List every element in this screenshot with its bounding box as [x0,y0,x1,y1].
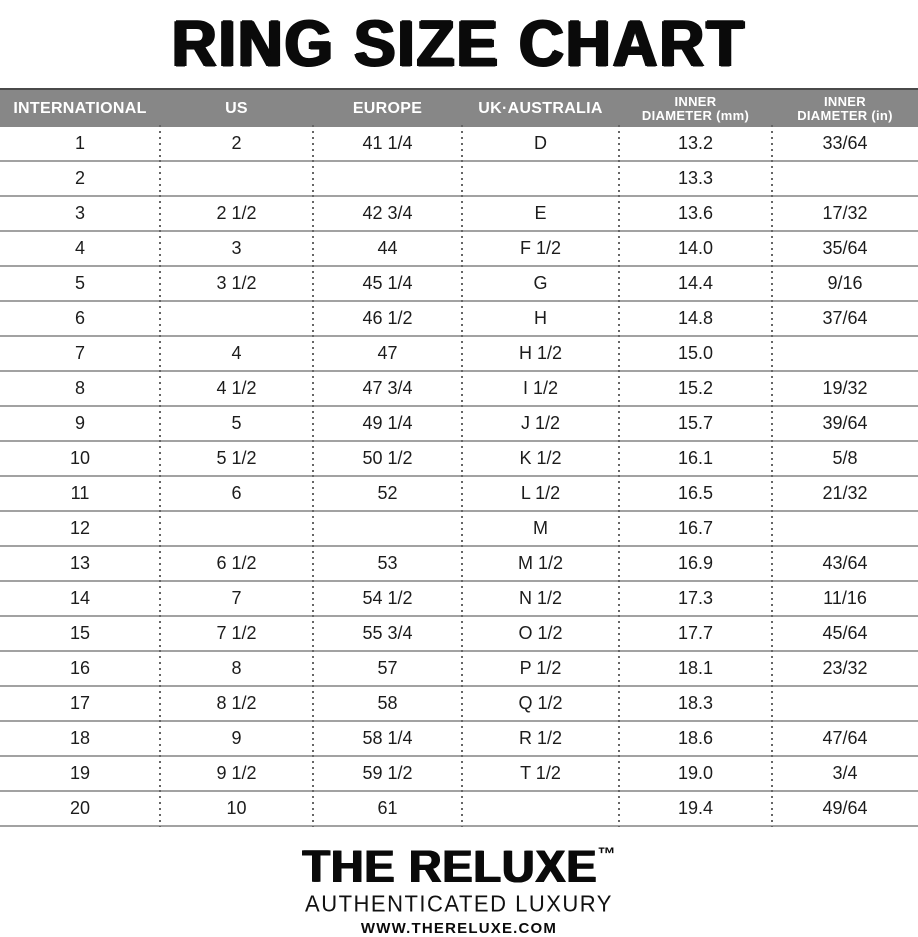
table-cell: 58 1/4 [313,722,462,755]
table-cell: 5/8 [772,442,918,475]
table-cell: 47/64 [772,722,918,755]
table-cell: 18.3 [619,687,772,720]
table-cell: 41 1/4 [313,127,462,160]
table-cell: 14.4 [619,267,772,300]
table-cell: F 1/2 [462,232,619,265]
table-cell: 16 [69,658,91,678]
column-header-line: DIAMETER (mm) [641,107,750,123]
table-cell: 50 1/2 [313,442,462,475]
table-cell: 47 3/4 [313,372,462,405]
table-cell: 45 1/4 [313,267,462,300]
table-row [0,477,918,512]
table-row [0,652,918,687]
table-cell: 8 [160,652,313,685]
table-row [0,792,918,827]
table-cell: 10 [69,448,91,468]
table-cell: R 1/2 [462,722,619,755]
table-cell: T 1/2 [462,757,619,790]
table-cell: 19/32 [772,372,918,405]
table-cell: E [462,197,619,230]
table-cell: Q 1/2 [462,687,619,720]
table-row [0,337,918,372]
column-header-line: DIAMETER (in) [797,107,893,123]
table-cell: I 1/2 [462,372,619,405]
table-cell [772,162,918,195]
table-cell: 13.2 [619,127,772,160]
table-row [0,372,918,407]
column-header-international: INTERNATIONAL [13,100,147,117]
table-row [0,442,918,477]
footer [0,827,918,937]
table-cell: 59 1/2 [313,757,462,790]
column-header-europe: EUROPE [352,100,423,117]
table-cell: 7 1/2 [160,617,313,650]
table-cell: 18 [69,728,91,748]
column-header-inner-diameter-in [772,90,918,127]
table-cell [772,337,918,370]
table-row [0,757,918,792]
column-header-uk-australia: UK·AUSTRALIA [478,100,603,117]
column-header-inner-diameter-mm [619,90,772,127]
table-cell: H [462,302,619,335]
table-cell: 2 [160,127,313,160]
column-header-us: US [225,100,248,117]
table-cell: G [462,267,619,300]
table-cell: 9 [160,722,313,755]
table-cell: O 1/2 [462,617,619,650]
table-cell: M 1/2 [462,547,619,580]
table-cell: 8 [74,378,85,398]
table-cell: 53 [313,547,462,580]
ring-size-table [0,88,918,827]
table-cell: P 1/2 [462,652,619,685]
table-cell: 16.7 [619,512,772,545]
table-cell: 21/32 [772,477,918,510]
table-cell: N 1/2 [462,582,619,615]
table-cell: 6 [160,477,313,510]
table-cell: 54 1/2 [313,582,462,615]
table-cell: K 1/2 [462,442,619,475]
table-cell: 52 [313,477,462,510]
table-cell: 6 1/2 [160,547,313,580]
table-row [0,162,918,197]
table-cell: 19.4 [619,792,772,825]
table-cell: 16.9 [619,547,772,580]
table-cell: 11/16 [772,582,918,615]
table-cell: 18.1 [619,652,772,685]
table-cell: 2 1/2 [160,197,313,230]
table-cell: 14.0 [619,232,772,265]
table-cell: 3 [74,203,85,223]
table-cell: 12 [69,518,91,538]
table-row [0,197,918,232]
table-cell: 61 [313,792,462,825]
table-row [0,617,918,652]
table-cell: 18.6 [619,722,772,755]
table-cell: 17 [69,693,91,713]
table-cell: 57 [313,652,462,685]
brand-tagline: AUTHENTICATED LUXURY [305,890,613,917]
table-cell: 23/32 [772,652,918,685]
table-cell: 9 1/2 [160,757,313,790]
table-cell: 9/16 [772,267,918,300]
table-cell: 6 [74,308,85,328]
table-cell: 5 [74,273,85,293]
table-cell: 1 [74,133,85,153]
table-cell: 45/64 [772,617,918,650]
table-cell: 9 [74,413,85,433]
table-cell [160,302,313,335]
table-cell: 2 [74,168,85,188]
page-title: RING SIZE CHART [171,8,747,80]
table-row [0,582,918,617]
table-cell: 44 [313,232,462,265]
table-cell: 15.2 [619,372,772,405]
table-cell: 4 [160,337,313,370]
table-cell: 19.0 [619,757,772,790]
table-cell: 14 [69,588,91,608]
table-cell: 39/64 [772,407,918,440]
table-cell: 13.3 [619,162,772,195]
table-cell: 15 [69,623,91,643]
table-cell: 13 [69,553,91,573]
table-row [0,407,918,442]
table-cell [462,792,619,825]
table-row [0,547,918,582]
table-cell: 16.5 [619,477,772,510]
table-cell: 5 1/2 [160,442,313,475]
table-cell: 49 1/4 [313,407,462,440]
table-cell: 15.0 [619,337,772,370]
table-cell [772,512,918,545]
table-row [0,512,918,547]
table-cell: M [462,512,619,545]
website-url: WWW.THERELUXE.COM [360,920,558,937]
table-cell [160,512,313,545]
table-cell: 19 [69,763,91,783]
table-cell: 35/64 [772,232,918,265]
trademark-symbol: ™ [597,844,616,864]
table-body [0,127,918,827]
table-cell: 17.7 [619,617,772,650]
table-cell: 16.1 [619,442,772,475]
table-cell: 20 [69,798,91,818]
table-cell: 17/32 [772,197,918,230]
table-cell: 46 1/2 [313,302,462,335]
table-cell: 55 3/4 [313,617,462,650]
table-cell: 43/64 [772,547,918,580]
table-cell: 3 [160,232,313,265]
table-cell [772,687,918,720]
table-cell: 3 1/2 [160,267,313,300]
table-cell: 7 [160,582,313,615]
table-cell: H 1/2 [462,337,619,370]
table-cell: L 1/2 [462,477,619,510]
table-cell: 58 [313,687,462,720]
table-cell: 5 [160,407,313,440]
brand-name: THE RELUXE [302,841,598,892]
table-row [0,127,918,162]
table-cell [160,162,313,195]
table-row [0,302,918,337]
table-row [0,267,918,302]
table-cell: 33/64 [772,127,918,160]
brand-logo [0,829,918,892]
table-row [0,232,918,267]
table-cell: 7 [74,343,85,363]
column-header-line: INNER [674,93,717,109]
table-cell: 8 1/2 [160,687,313,720]
table-cell: 10 [160,792,313,825]
table-cell: 42 3/4 [313,197,462,230]
table-cell [313,512,462,545]
table-cell: 47 [313,337,462,370]
table-row [0,722,918,757]
table-cell: J 1/2 [462,407,619,440]
table-header-row [0,88,918,127]
table-cell: 3/4 [772,757,918,790]
table-cell [462,162,619,195]
table-cell: 14.8 [619,302,772,335]
table-cell: 17.3 [619,582,772,615]
table-cell: 15.7 [619,407,772,440]
table-cell: 4 [74,238,85,258]
column-header-line: INNER [824,93,866,109]
table-cell: 4 1/2 [160,372,313,405]
table-cell: 11 [70,483,90,503]
table-cell: 49/64 [772,792,918,825]
table-row [0,687,918,722]
table-cell: 37/64 [772,302,918,335]
table-cell [313,162,462,195]
table-cell: D [462,127,619,160]
table-cell: 13.6 [619,197,772,230]
